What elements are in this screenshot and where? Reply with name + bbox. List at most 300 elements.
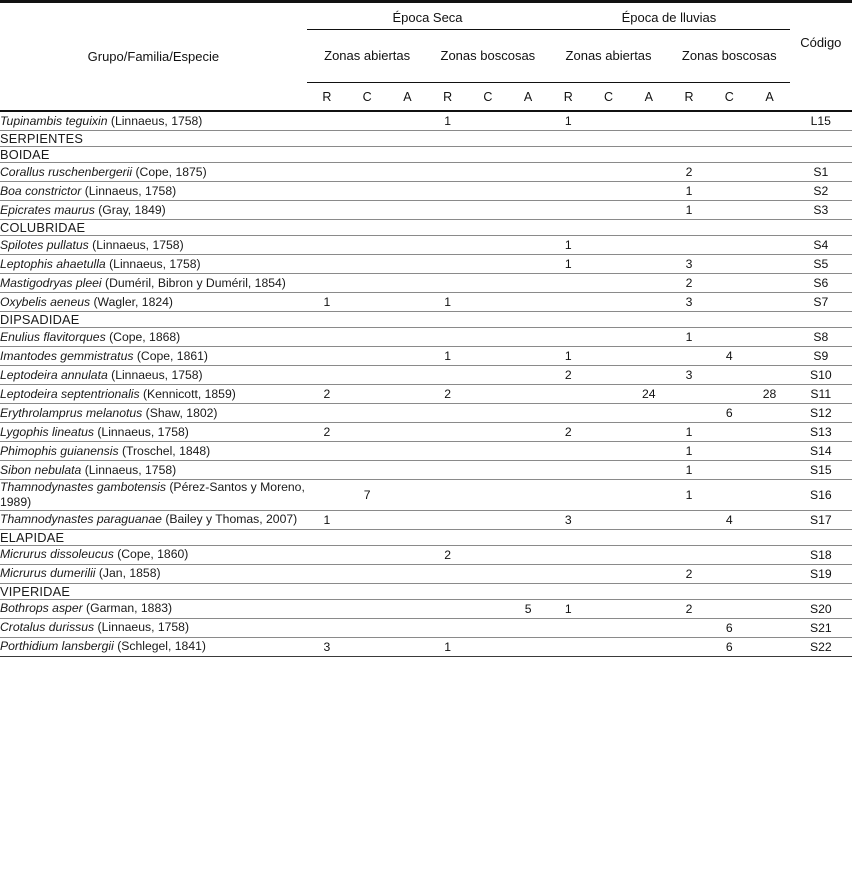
table-row <box>0 564 852 583</box>
abundance-cell <box>548 274 588 293</box>
abundance-cell <box>387 480 427 511</box>
abundance-cell <box>749 404 789 423</box>
abundance-cell <box>387 442 427 461</box>
species-binomial: Porthidium lansbergii <box>0 639 114 654</box>
section-label: BOIDAE <box>0 147 852 163</box>
table-row <box>0 637 852 656</box>
abundance-cell <box>548 163 588 182</box>
abundance-cell <box>347 293 387 312</box>
abundance-cell <box>468 328 508 347</box>
abundance-cell <box>508 201 548 220</box>
species-binomial: Erythrolamprus melanotus <box>0 405 143 420</box>
abundance-cell <box>468 366 508 385</box>
abundance-cell <box>428 564 468 583</box>
abundance-cell <box>669 404 709 423</box>
abundance-cell <box>508 404 548 423</box>
species-authority: (Wagler, 1824) <box>93 294 173 309</box>
zone-header-rainy-forest: Zonas boscosas <box>669 30 790 83</box>
abundance-cell <box>468 236 508 255</box>
abundance-cell: 3 <box>669 255 709 274</box>
species-binomial: Crotalus durissus <box>0 620 95 635</box>
table-row <box>0 461 852 480</box>
abundance-cell <box>749 461 789 480</box>
abundance-cell: 2 <box>669 274 709 293</box>
abundance-cell <box>629 347 669 366</box>
abundance-cell <box>669 545 709 564</box>
table-section-row <box>0 529 852 545</box>
abundance-cell <box>709 293 749 312</box>
table-body <box>0 111 852 656</box>
abundance-cell <box>387 637 427 656</box>
species-authority: (Cope, 1860) <box>117 547 189 562</box>
abundance-cell <box>508 461 548 480</box>
species-authority: (Linnaeus, 1758) <box>97 620 190 635</box>
abundance-cell <box>387 274 427 293</box>
abundance-cell <box>629 599 669 618</box>
abundance-cell <box>669 111 709 131</box>
abundance-cell <box>588 461 628 480</box>
abundance-cell <box>468 163 508 182</box>
abundance-cell <box>749 366 789 385</box>
abundance-cell <box>468 618 508 637</box>
abundance-cell: 2 <box>428 545 468 564</box>
abundance-cell: 1 <box>669 480 709 511</box>
abundance-cell <box>468 111 508 131</box>
abundance-cell <box>629 461 669 480</box>
species-code-cell: S1 <box>790 163 852 182</box>
abundance-cell <box>347 385 387 404</box>
abundance-cell <box>749 111 789 131</box>
abundance-cell: 4 <box>709 347 749 366</box>
abundance-cell <box>347 328 387 347</box>
abundance-cell <box>307 274 347 293</box>
abundance-cell <box>629 366 669 385</box>
abundance-cell <box>588 201 628 220</box>
species-binomial: Oxybelis aeneus <box>0 294 91 309</box>
abundance-cell <box>347 347 387 366</box>
table-section-row <box>0 220 852 236</box>
season-header-dry: Época Seca <box>307 3 548 30</box>
abundance-cell <box>387 385 427 404</box>
abundance-cell <box>428 255 468 274</box>
table-row <box>0 274 852 293</box>
abundance-cell: 2 <box>669 599 709 618</box>
abundance-cell <box>548 385 588 404</box>
abundance-cell: 3 <box>669 293 709 312</box>
species-name-cell <box>0 404 307 423</box>
abundance-cell <box>709 274 749 293</box>
abundance-cell <box>749 637 789 656</box>
species-binomial: Thamnodynastes gambotensis <box>0 480 166 494</box>
species-code-cell: S18 <box>790 545 852 564</box>
table-row <box>0 545 852 564</box>
abundance-cell <box>749 163 789 182</box>
season-row <box>0 3 852 30</box>
abundance-cell <box>387 404 427 423</box>
table-section-row <box>0 147 852 163</box>
abundance-cell <box>588 480 628 511</box>
species-authority: (Schlegel, 1841) <box>117 639 206 654</box>
table-row <box>0 618 852 637</box>
species-binomial: Phimophis guianensis <box>0 443 119 458</box>
abundance-cell <box>347 274 387 293</box>
abundance-cell <box>629 510 669 529</box>
abundance-cell <box>387 564 427 583</box>
abundance-cell <box>629 236 669 255</box>
abundance-cell <box>588 293 628 312</box>
abundance-cell <box>387 255 427 274</box>
species-code-cell: S19 <box>790 564 852 583</box>
abundance-cell: 1 <box>548 599 588 618</box>
abundance-cell <box>709 366 749 385</box>
abundance-cell <box>588 637 628 656</box>
species-code-cell: S8 <box>790 328 852 347</box>
abundance-cell: 1 <box>428 637 468 656</box>
abundance-cell: 2 <box>669 163 709 182</box>
species-binomial: Boa constrictor <box>0 183 82 198</box>
abundance-cell <box>709 461 749 480</box>
abundance-cell <box>508 111 548 131</box>
abundance-cell <box>428 599 468 618</box>
table-row <box>0 182 852 201</box>
abundance-cell <box>548 637 588 656</box>
abundance-cell <box>347 163 387 182</box>
abundance-cell <box>749 545 789 564</box>
abundance-cell <box>307 404 347 423</box>
abundance-cell: 1 <box>307 293 347 312</box>
table-row <box>0 385 852 404</box>
section-label: VIPERIDAE <box>0 583 852 599</box>
species-code-cell: S15 <box>790 461 852 480</box>
abundance-cell <box>548 404 588 423</box>
species-code-cell: S4 <box>790 236 852 255</box>
abundance-cell: 2 <box>307 385 347 404</box>
abundance-cell: 4 <box>709 510 749 529</box>
abundance-cell: 1 <box>428 293 468 312</box>
abundance-code-9: R <box>684 89 694 104</box>
abundance-cell <box>629 111 669 131</box>
abundance-cell <box>307 201 347 220</box>
abundance-cell <box>347 618 387 637</box>
species-code-cell: S7 <box>790 293 852 312</box>
abundance-cell <box>749 618 789 637</box>
zone-header-dry-open: Zonas abiertas <box>307 30 428 83</box>
species-authority: (Shaw, 1802) <box>145 405 218 420</box>
table-row <box>0 201 852 220</box>
species-binomial: Enulius flavitorques <box>0 329 106 344</box>
abundance-cell <box>347 404 387 423</box>
abundance-cell <box>588 347 628 366</box>
abundance-code-7: C <box>604 89 614 104</box>
species-authority: (Linnaeus, 1758) <box>97 424 189 439</box>
species-authority: (Linnaeus, 1758) <box>84 183 177 198</box>
abundance-cell <box>588 163 628 182</box>
abundance-cell: 6 <box>709 637 749 656</box>
abundance-cell <box>548 545 588 564</box>
species-code-cell: S5 <box>790 255 852 274</box>
species-authority: (Linnaeus, 1758) <box>92 237 184 252</box>
abundance-cell <box>749 347 789 366</box>
abundance-code-6: R <box>563 89 573 104</box>
abundance-cell <box>307 236 347 255</box>
abundance-cell <box>749 274 789 293</box>
species-code-cell: S12 <box>790 404 852 423</box>
species-code-cell: S14 <box>790 442 852 461</box>
abundance-cell <box>548 201 588 220</box>
abundance-cell <box>428 328 468 347</box>
abundance-cell <box>629 618 669 637</box>
abundance-cell <box>629 328 669 347</box>
abundance-code-11: A <box>765 89 774 104</box>
abundance-cell <box>468 461 508 480</box>
abundance-code-5: A <box>523 89 533 104</box>
abundance-cell <box>508 236 548 255</box>
table-row <box>0 442 852 461</box>
table-row <box>0 510 852 529</box>
abundance-cell <box>387 182 427 201</box>
species-authority: (Pérez-Santos y Moreno, 1989) <box>0 480 305 509</box>
abundance-cell <box>428 236 468 255</box>
abundance-cell <box>307 347 347 366</box>
table-row <box>0 480 852 511</box>
abundance-cell <box>307 366 347 385</box>
abundance-cell <box>468 201 508 220</box>
abundance-cell <box>588 111 628 131</box>
section-label: COLUBRIDAE <box>0 220 852 236</box>
abundance-cell: 1 <box>669 442 709 461</box>
abundance-cell <box>468 274 508 293</box>
abundance-cell <box>347 461 387 480</box>
abundance-cell <box>387 111 427 131</box>
abundance-cell <box>629 163 669 182</box>
species-code-cell: L15 <box>790 111 852 131</box>
species-authority: (Cope, 1868) <box>109 329 181 344</box>
species-binomial: Corallus ruschenbergerii <box>0 164 133 179</box>
abundance-cell <box>307 111 347 131</box>
species-code-cell: S17 <box>790 510 852 529</box>
species-name-cell <box>0 564 307 583</box>
table-section-row <box>0 131 852 147</box>
abundance-cell <box>508 510 548 529</box>
species-authority: (Linnaeus, 1758) <box>111 367 203 382</box>
species-name-cell <box>0 255 307 274</box>
abundance-cell: 24 <box>629 385 669 404</box>
species-code-cell: S11 <box>790 385 852 404</box>
species-name-cell <box>0 236 307 255</box>
table-row <box>0 293 852 312</box>
species-binomial: Mastigodryas pleei <box>0 275 102 290</box>
abundance-cell <box>387 328 427 347</box>
abundance-cell <box>307 442 347 461</box>
abundance-cell <box>387 423 427 442</box>
abundance-cell <box>588 510 628 529</box>
abundance-cell <box>669 385 709 404</box>
table-row <box>0 366 852 385</box>
abundance-cell <box>749 423 789 442</box>
abundance-cell <box>347 545 387 564</box>
abundance-cell <box>468 404 508 423</box>
abundance-cell: 6 <box>709 618 749 637</box>
species-authority: (Troschel, 1848) <box>121 443 211 458</box>
species-name-cell <box>0 385 307 404</box>
abundance-cell <box>428 182 468 201</box>
species-name-cell <box>0 545 307 564</box>
abundance-cell <box>307 255 347 274</box>
abundance-cell <box>347 564 387 583</box>
abundance-cell <box>629 274 669 293</box>
abundance-cell <box>468 480 508 511</box>
abundance-cell <box>428 274 468 293</box>
abundance-cell <box>428 404 468 423</box>
species-code-cell: S22 <box>790 637 852 656</box>
abundance-code-0: R <box>322 89 332 104</box>
abundance-cell: 2 <box>548 423 588 442</box>
abundance-cell <box>508 564 548 583</box>
abundance-cell <box>588 564 628 583</box>
abundance-cell <box>428 366 468 385</box>
abundance-cell <box>387 461 427 480</box>
abundance-cell <box>588 328 628 347</box>
species-code-cell: S13 <box>790 423 852 442</box>
abundance-cell <box>468 255 508 274</box>
species-binomial: Micrurus dissoleucus <box>0 547 114 562</box>
abundance-cell <box>749 442 789 461</box>
abundance-cell <box>548 293 588 312</box>
abundance-cell: 1 <box>669 461 709 480</box>
abundance-cell <box>508 182 548 201</box>
table-row <box>0 328 852 347</box>
species-code-cell: S3 <box>790 201 852 220</box>
abundance-cell: 3 <box>307 637 347 656</box>
abundance-cell <box>709 599 749 618</box>
abundance-cell <box>588 255 628 274</box>
abundance-cell <box>669 236 709 255</box>
table-row <box>0 236 852 255</box>
species-name-cell <box>0 461 307 480</box>
abundance-cell <box>468 442 508 461</box>
abundance-cell <box>428 201 468 220</box>
abundance-cell <box>508 163 548 182</box>
abundance-cell <box>588 274 628 293</box>
abundance-cell <box>347 236 387 255</box>
species-binomial: Epicrates maurus <box>0 202 95 217</box>
section-label: DIPSADIDAE <box>0 312 852 328</box>
abundance-cell <box>669 637 709 656</box>
abundance-cell <box>709 328 749 347</box>
abundance-cell <box>387 545 427 564</box>
species-name-cell <box>0 423 307 442</box>
abundance-cell <box>508 366 548 385</box>
species-name-cell <box>0 442 307 461</box>
abundance-cell: 1 <box>669 182 709 201</box>
species-authority: (Gray, 1849) <box>98 202 166 217</box>
species-authority: (Garman, 1883) <box>86 601 173 616</box>
abundance-cell <box>588 545 628 564</box>
species-code-cell: S10 <box>790 366 852 385</box>
abundance-cell <box>428 423 468 442</box>
abundance-cell <box>468 564 508 583</box>
abundance-cell <box>548 461 588 480</box>
abundance-cell <box>428 442 468 461</box>
abundance-cell <box>629 182 669 201</box>
abundance-cell <box>709 442 749 461</box>
abundance-cell <box>629 255 669 274</box>
abundance-cell <box>709 111 749 131</box>
abundance-cell <box>468 510 508 529</box>
abundance-code-2: A <box>403 89 412 104</box>
abundance-cell: 1 <box>428 347 468 366</box>
species-authority: (Cope, 1861) <box>136 348 208 363</box>
abundance-code-8: A <box>644 89 653 104</box>
abundance-cell <box>428 461 468 480</box>
species-name-cell <box>0 163 307 182</box>
abundance-cell <box>629 442 669 461</box>
species-name-cell <box>0 347 307 366</box>
abundance-cell <box>629 201 669 220</box>
abundance-cell <box>508 480 548 511</box>
abundance-cell <box>709 255 749 274</box>
abundance-code-4: C <box>483 89 493 104</box>
species-binomial: Lygophis lineatus <box>0 424 94 439</box>
abundance-cell <box>387 618 427 637</box>
abundance-cell <box>548 328 588 347</box>
abundance-cell <box>508 423 548 442</box>
abundance-cell <box>387 510 427 529</box>
abundance-cell <box>588 404 628 423</box>
species-authority: (Kennicott, 1859) <box>142 386 236 401</box>
table-row <box>0 404 852 423</box>
abundance-cell <box>709 480 749 511</box>
abundance-cell <box>588 236 628 255</box>
abundance-cell: 1 <box>548 347 588 366</box>
abundance-cell <box>428 510 468 529</box>
abundance-cell <box>709 182 749 201</box>
abundance-cell <box>629 423 669 442</box>
zone-header-rainy-open: Zonas abiertas <box>548 30 669 83</box>
abundance-cell: 1 <box>428 111 468 131</box>
abundance-cell <box>629 480 669 511</box>
abundance-cell <box>387 236 427 255</box>
species-authority: (Duméril, Bibron y Duméril, 1854) <box>105 275 286 290</box>
abundance-cell <box>307 618 347 637</box>
abundance-cell: 2 <box>428 385 468 404</box>
abundance-cell <box>468 423 508 442</box>
abundance-cell: 2 <box>548 366 588 385</box>
species-code-cell: S16 <box>790 480 852 511</box>
abundance-cell <box>588 618 628 637</box>
abundance-cell <box>387 599 427 618</box>
abundance-cell <box>347 423 387 442</box>
abundance-cell <box>508 618 548 637</box>
species-authority: (Cope, 1875) <box>135 164 207 179</box>
abundance-cell <box>468 385 508 404</box>
abundance-cell <box>629 293 669 312</box>
abundance-cell <box>709 163 749 182</box>
abundance-cell <box>548 618 588 637</box>
abundance-cell <box>709 236 749 255</box>
abundance-cell <box>428 618 468 637</box>
species-name-cell <box>0 637 307 656</box>
abundance-cell <box>588 385 628 404</box>
abundance-cell <box>387 293 427 312</box>
species-name-cell <box>0 480 307 511</box>
abundance-cell <box>588 182 628 201</box>
code-column-spacer <box>790 83 852 111</box>
abundance-cell <box>307 163 347 182</box>
abundance-cell <box>468 637 508 656</box>
abundance-cell <box>347 637 387 656</box>
abundance-cell: 3 <box>669 366 709 385</box>
